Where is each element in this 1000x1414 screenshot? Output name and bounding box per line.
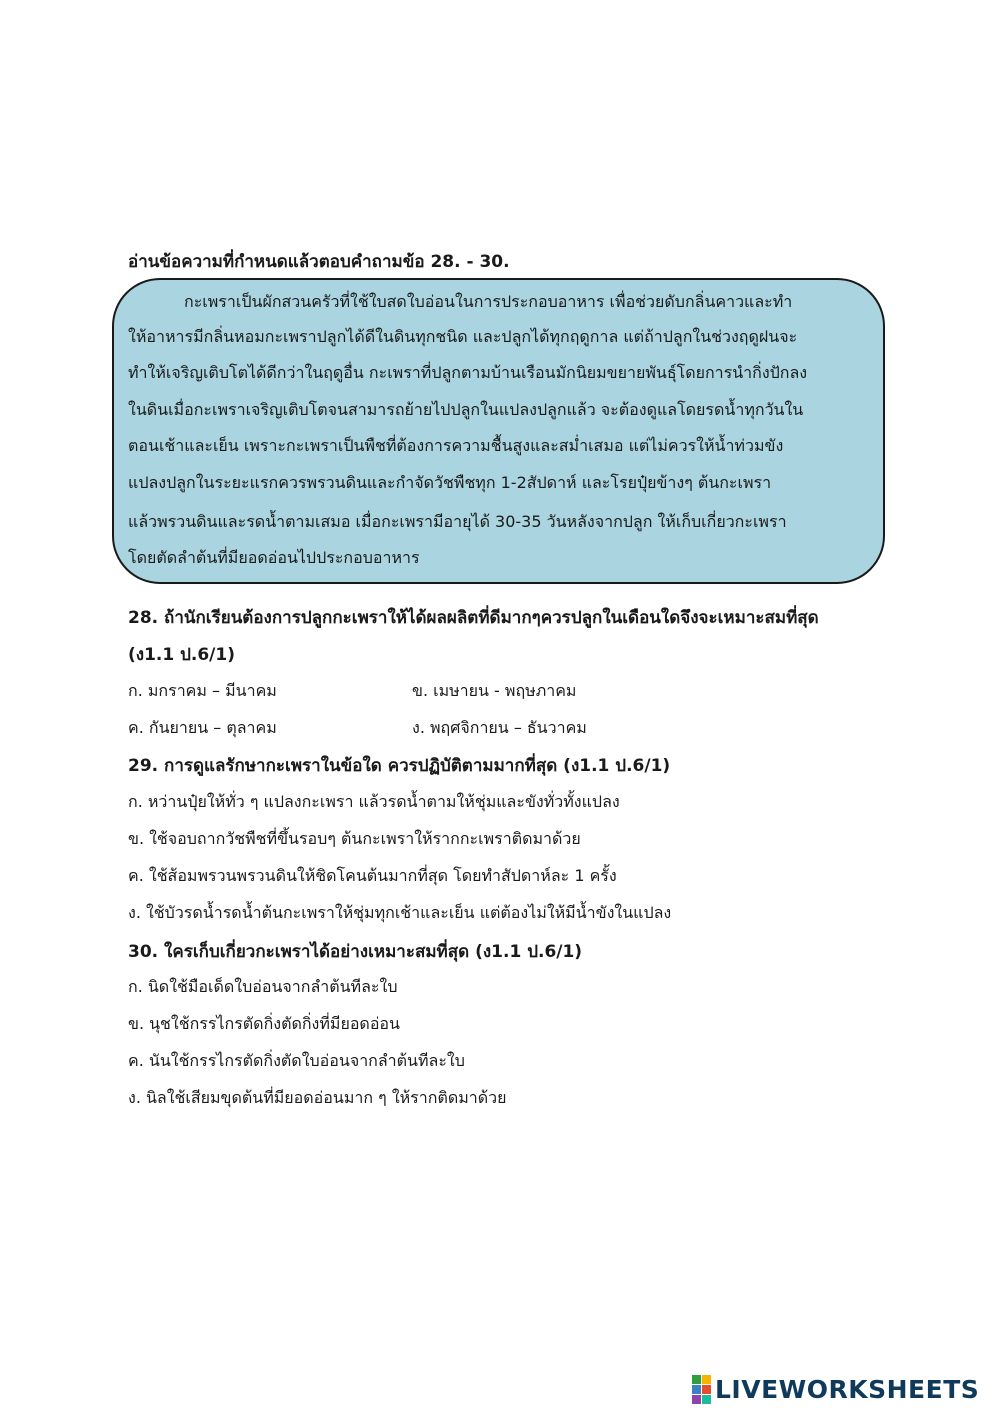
- passage-line: โดยตัดลำต้นที่มียอดอ่อนไปประกอบอาหาร: [128, 548, 420, 567]
- passage-line: แปลงปลูกในระยะแรกควรพรวนดินและกำจัดวัชพืชทุก 1-2สัปดาห์ และโรยปุ๋ยข้างๆ ต้นกะเพรา: [128, 473, 772, 492]
- q30-option-c[interactable]: ค. นันใช้กรรไกรตัดกิ่งตัดใบอ่อนจากลำต้นทีละใบ: [128, 1051, 465, 1070]
- q29-option-b[interactable]: ข. ใช้จอบถากวัชพืชที่ขึ้นรอบๆ ต้นกะเพราให้รากกะเพราติดมาด้วย: [128, 829, 581, 848]
- q30-option-b[interactable]: ข. นุชใช้กรรไกรตัดกิ่งตัดกิ่งที่มียอดอ่อน: [128, 1014, 400, 1033]
- passage-line: แล้วพรวนดินและรดน้ำตามเสมอ เมื่อกะเพรามีอายุได้ 30-35 วันหลังจากปลูก ให้เก็บเกี่ยวกะเพรา: [128, 512, 787, 531]
- q29-option-d[interactable]: ง. ใช้บัวรดน้ำรดน้ำต้นกะเพราให้ชุ่มทุกเช้าและเย็น แต่ต้องไม่ให้มีน้ำขังในแปลง: [128, 903, 672, 922]
- liveworksheets-logo: [692, 1374, 979, 1404]
- q30-option-d[interactable]: ง. นิลใช้เสียมขุดต้นที่มียอดอ่อนมาก ๆ ให้รากติดมาด้วย: [128, 1088, 507, 1107]
- passage-line: กะเพราเป็นผักสวนครัวที่ใช้ใบสดใบอ่อนในการประกอบอาหาร เพื่อช่วยดับกลิ่นคาวและทำ: [184, 292, 793, 311]
- q28-option-c[interactable]: ค. กันยายน – ตุลาคม: [128, 718, 277, 737]
- q29-option-a[interactable]: ก. หว่านปุ๋ยให้ทั่ว ๆ แปลงกะเพรา แล้วรดน้ำตามให้ชุ่มและขังทั่วทั้งแปลง: [128, 792, 620, 811]
- question-28-text: 28. ถ้านักเรียนต้องการปลูกกะเพราให้ได้ผลผลิตที่ดีมากๆควรปลูกในเดือนใดจึงจะเหมาะสมที่สุด: [128, 608, 819, 628]
- passage-line: ตอนเช้าและเย็น เพราะกะเพราเป็นพืชที่ต้องการความชื้นสูงและสม่ำเสมอ แต่ไม่ควรให้น้ำท่วมขัง: [128, 436, 784, 455]
- question-28-standard: (ง1.1 ป.6/1): [128, 645, 235, 665]
- instruction-heading: อ่านข้อความที่กำหนดแล้วตอบคำถามข้อ 28. - 30.: [128, 252, 510, 272]
- q29-option-c[interactable]: ค. ใช้ส้อมพรวนพรวนดินให้ชิดโคนต้นมากที่สุด โดยทำสัปดาห์ละ 1 ครั้ง: [128, 866, 617, 885]
- passage-line: ให้อาหารมีกลิ่นหอมกะเพราปลูกได้ดีในดินทุกชนิด และปลูกได้ทุกฤดูกาล แต่ถ้าปลูกในช่วงฤดูฝนจะ: [128, 327, 798, 346]
- q28-option-a[interactable]: ก. มกราคม – มีนาคม: [128, 681, 277, 700]
- q28-option-b[interactable]: ข. เมษายน - พฤษภาคม: [412, 681, 577, 700]
- passage-line: ทำให้เจริญเติบโตได้ดีกว่าในฤดูอื่น กะเพราที่ปลูกตามบ้านเรือนมักนิยมขยายพันธุ์โดยการนำกิ่งปักลง: [128, 363, 808, 382]
- liveworksheets-logo-icon: [692, 1375, 711, 1404]
- logo-text: LIVEWORKSHEETS: [715, 1374, 980, 1404]
- q28-option-d[interactable]: ง. พฤศจิกายน – ธันวาคม: [412, 718, 587, 737]
- passage-box: [112, 278, 885, 584]
- question-30-text: 30. ใครเก็บเกี่ยวกะเพราได้อย่างเหมาะสมที่สุด (ง1.1 ป.6/1): [128, 942, 583, 962]
- question-29-text: 29. การดูแลรักษากะเพราในข้อใด ควรปฏิบัติตามมากที่สุด (ง1.1 ป.6/1): [128, 756, 671, 776]
- passage-line: ในดินเมื่อกะเพราเจริญเติบโตจนสามารถย้ายไปปลูกในแปลงปลูกแล้ว จะต้องดูแลโดยรดน้ำทุกวันใน: [128, 400, 804, 419]
- q30-option-a[interactable]: ก. นิดใช้มือเด็ดใบอ่อนจากลำต้นทีละใบ: [128, 977, 398, 996]
